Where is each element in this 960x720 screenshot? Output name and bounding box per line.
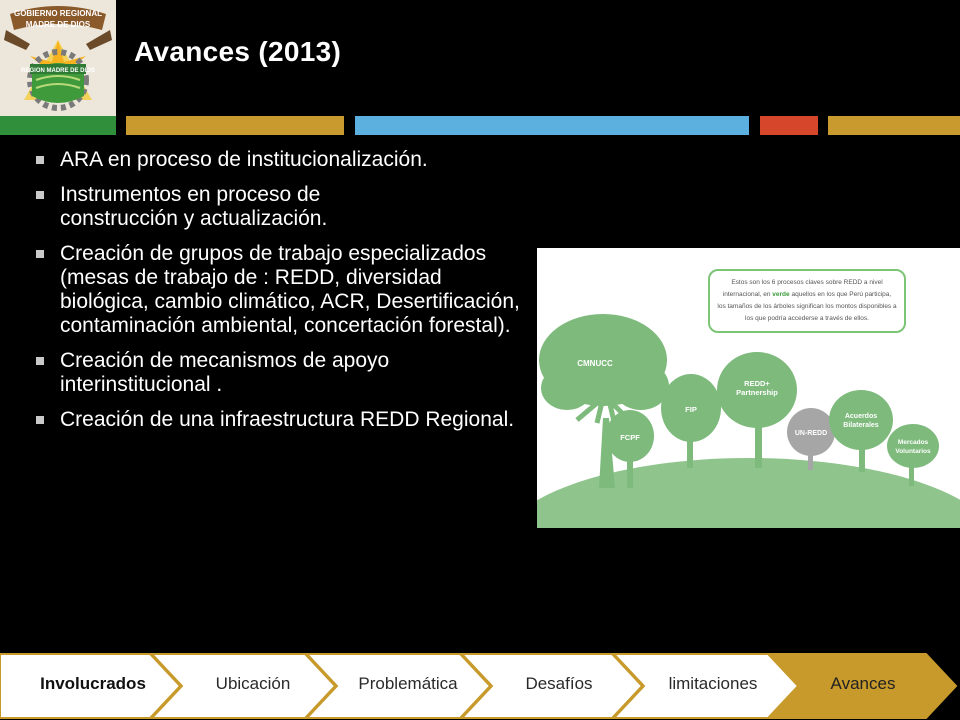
- bullet-list: [36, 148, 536, 443]
- tree-label-bilaterales: Bilaterales: [843, 422, 879, 429]
- callout-line2b: aquellos en los que Perú participa,: [791, 291, 892, 298]
- nav-item-ubicacion[interactable]: Ubicación: [215, 674, 291, 693]
- logo-emblem-icon: [0, 0, 116, 116]
- nav-item-involucrados[interactable]: Involucrados: [40, 674, 146, 693]
- bullet-text: ARA en proceso de institucionalización.: [60, 148, 428, 171]
- tree-label-cmnucc: CMNUCC: [577, 359, 613, 368]
- nav-item-desafios[interactable]: Desafíos: [525, 674, 593, 693]
- tree-label-partnership: Partnership: [736, 388, 778, 397]
- nav-item-problematica[interactable]: Problemática: [358, 674, 458, 693]
- tree-label-unredd: UN-REDD: [794, 430, 828, 437]
- accent-bar-gold-2: [828, 116, 960, 135]
- logo-line1: GOBIERNO REGIONAL: [13, 9, 103, 18]
- redd-processes-figure: [537, 248, 960, 528]
- accent-bar-blue: [355, 116, 749, 135]
- logo-line2: MADRE DE DIOS: [25, 20, 91, 29]
- callout-green-word: verde: [772, 291, 790, 298]
- bullet-item: [36, 148, 536, 172]
- tree-label-fcpf: FCPF: [620, 433, 640, 442]
- accent-bar-gold-1: [126, 116, 344, 135]
- chevron-navigation: [0, 652, 960, 720]
- bullet-item: [36, 183, 420, 231]
- square-bullet-icon: [36, 357, 44, 365]
- tree-label-voluntarios: Voluntarios: [895, 448, 931, 455]
- bullet-text: Creación de una infraestructura REDD Regional.: [60, 408, 515, 431]
- redd-trees-illustration: [537, 248, 960, 528]
- bullet-item: [36, 349, 536, 397]
- slide-title: Avances (2013): [134, 36, 342, 67]
- callout-line1: Estos son los 6 procesos claves sobre REDD a nivel: [731, 279, 883, 286]
- square-bullet-icon: [36, 250, 44, 258]
- square-bullet-icon: [36, 416, 44, 424]
- callout-line4: los que podría accederse a través de ellos.: [745, 315, 869, 322]
- bullet-item: [36, 242, 536, 338]
- bullet-text: Instrumentos en proceso de construcción y actualización.: [60, 183, 328, 230]
- callout-line2a: internacional, en: [722, 291, 771, 298]
- bullet-text: Creación de mecanismos de apoyo interinstitucional .: [60, 349, 390, 396]
- svg-text:internacional, en verde: [723, 291, 892, 298]
- bullet-text: Creación de grupos de trabajo especializados (mesas de trabajo de : REDD, diversidad biológica, cambio climático, ACR, Desertificación, contaminación ambiental, concertación forestal).: [60, 242, 520, 337]
- regional-government-logo: [0, 0, 116, 116]
- logo-line3: REGION MADRE DE DIOS: [21, 68, 95, 74]
- tree-label-redd: REDD+: [744, 379, 770, 388]
- square-bullet-icon: [36, 156, 44, 164]
- tree-label-mercados: Mercados: [897, 439, 929, 446]
- nav-item-limitaciones[interactable]: limitaciones: [668, 674, 758, 693]
- tree-label-fip: FIP: [685, 405, 697, 414]
- accent-bar-strip: [0, 116, 960, 136]
- callout-line3: los tamaños de los árboles significan los montos disponibles a: [717, 303, 897, 310]
- bullet-item: [36, 408, 536, 432]
- nav-item-avances[interactable]: Avances: [830, 674, 896, 693]
- square-bullet-icon: [36, 191, 44, 199]
- tree-label-acuerdos: Acuerdos: [844, 413, 878, 420]
- accent-bar-green: [0, 116, 116, 135]
- accent-bar-red: [760, 116, 818, 135]
